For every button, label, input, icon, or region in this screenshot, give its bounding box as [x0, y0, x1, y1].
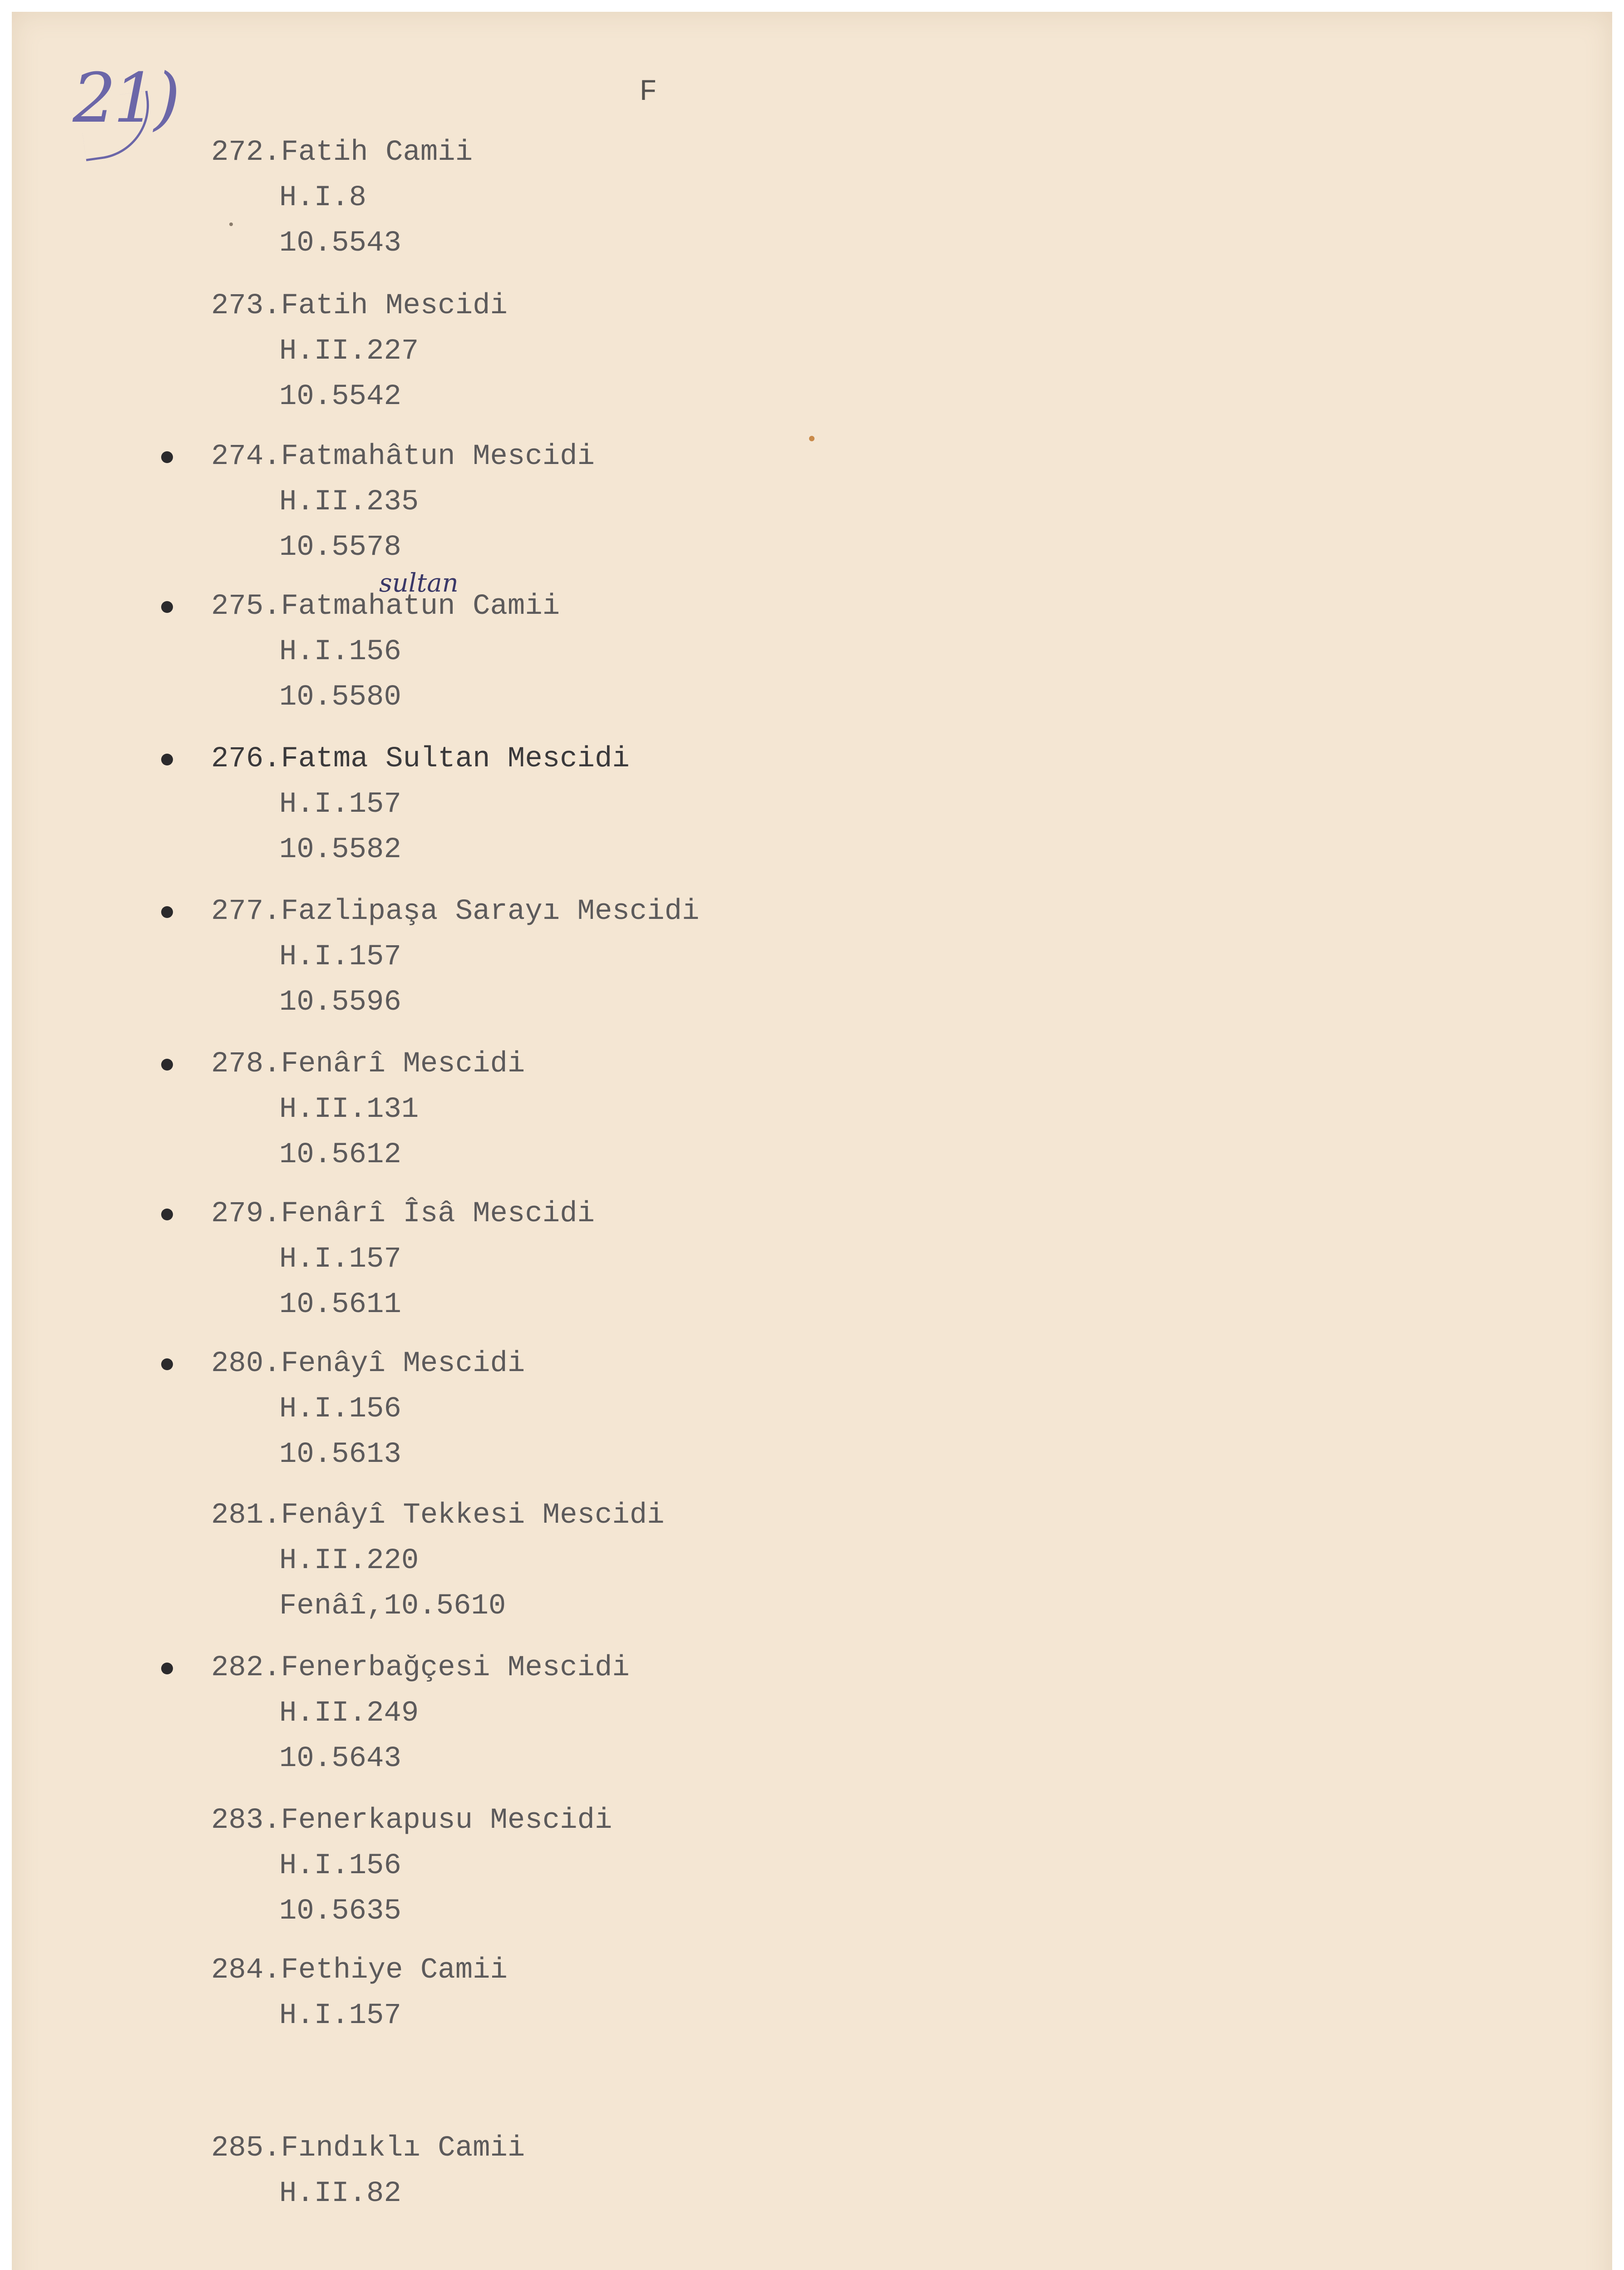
- entry-reference: H.I.156: [279, 636, 401, 668]
- entry-code: 10.5613: [279, 1438, 401, 1471]
- entry-title: 280.Fenâyî Mescidi: [211, 1347, 525, 1380]
- page-number: 21): [73, 59, 178, 138]
- entry-reference: H.II.235: [279, 486, 419, 518]
- entry-title: 272.Fatih Camii: [211, 136, 473, 169]
- entry-reference: H.I.157: [279, 1999, 401, 2032]
- entry-title: 279.Fenârî Îsâ Mescidi: [211, 1198, 595, 1230]
- bullet-dot: [161, 1059, 173, 1071]
- entry-reference: H.I.157: [279, 941, 401, 973]
- bullet-dot: [161, 601, 173, 613]
- entry-reference: H.I.157: [279, 788, 401, 821]
- entry-code: 10.5543: [279, 227, 401, 260]
- entry-title: 285.Fındıklı Camii: [211, 2132, 525, 2165]
- entry-title: 282.Fenerbağçesi Mescidi: [211, 1652, 630, 1684]
- entry-reference: H.I.156: [279, 1393, 401, 1426]
- entry-code: 10.5596: [279, 986, 401, 1019]
- entry-reference: H.II.220: [279, 1545, 419, 1577]
- entry-title: 278.Fenârî Mescidi: [211, 1048, 525, 1081]
- ink-speck: [809, 436, 814, 441]
- entry-title: 277.Fazlipaşa Sarayı Mescidi: [211, 895, 700, 928]
- entry-title: 275.Fatmahatun Camii: [211, 590, 560, 623]
- handwritten-correction: sultan: [379, 568, 459, 598]
- bullet-dot: [161, 451, 173, 463]
- bullet-dot: [161, 1663, 173, 1674]
- ink-speck: [229, 222, 233, 226]
- entry-title: 274.Fatmahâtun Mescidi: [211, 440, 595, 473]
- entry-title: 281.Fenâyî Tekkesi Mescidi: [211, 1499, 665, 1532]
- entry-code: 10.5612: [279, 1139, 401, 1171]
- entry-reference: H.II.227: [279, 335, 419, 368]
- entry-code: 10.5542: [279, 380, 401, 413]
- entry-reference: H.I.156: [279, 1850, 401, 1882]
- entry-code: 10.5635: [279, 1895, 401, 1928]
- entry-reference: H.II.82: [279, 2177, 401, 2210]
- entry-code: Fenâî,10.5610: [279, 1590, 506, 1623]
- bullet-dot: [161, 906, 173, 918]
- entry-title: 276.Fatma Sultan Mescidi: [211, 743, 630, 775]
- entry-code: 10.5580: [279, 681, 401, 714]
- entry-code: 10.5611: [279, 1288, 401, 1321]
- document-page: [12, 12, 1612, 2270]
- entry-code: 10.5643: [279, 1742, 401, 1775]
- entry-code: 10.5578: [279, 531, 401, 564]
- entry-title: 283.Fenerkapusu Mescidi: [211, 1804, 612, 1837]
- entry-reference: H.I.8: [279, 182, 367, 214]
- bullet-dot: [161, 754, 173, 765]
- entry-code: 10.5582: [279, 834, 401, 866]
- entry-title: 284.Fethiye Camii: [211, 1954, 508, 1987]
- bullet-dot: [161, 1209, 173, 1220]
- entry-reference: H.II.131: [279, 1093, 419, 1126]
- bullet-dot: [161, 1358, 173, 1370]
- section-letter: F: [639, 75, 657, 109]
- entry-reference: H.I.157: [279, 1243, 401, 1276]
- entry-reference: H.II.249: [279, 1697, 419, 1730]
- entry-title: 273.Fatih Mescidi: [211, 290, 508, 322]
